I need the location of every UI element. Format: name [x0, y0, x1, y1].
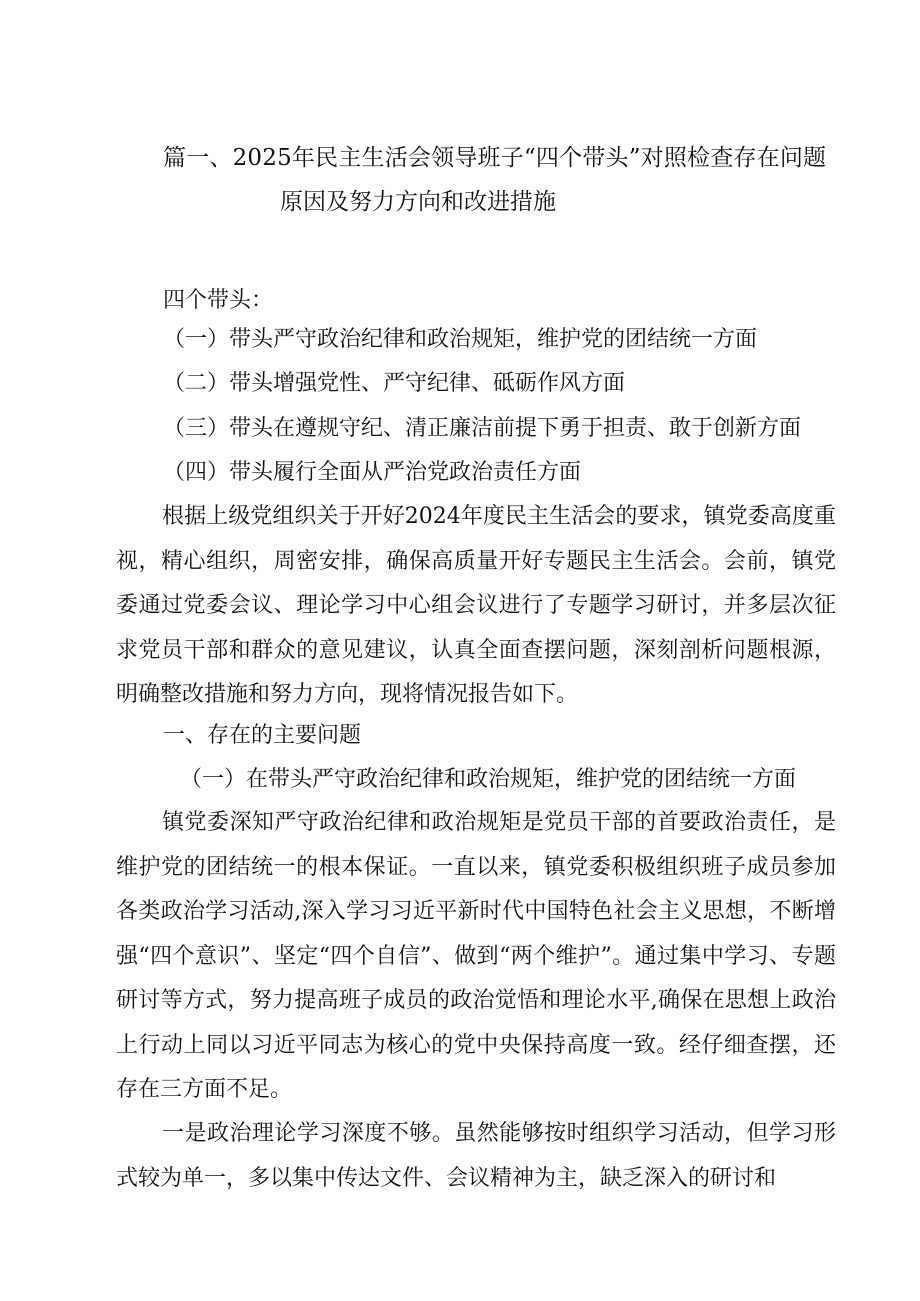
four-heading: 四个带头：	[163, 288, 274, 313]
section-one-heading: 一、存在的主要问题	[163, 723, 362, 748]
document-title-line2: 原因及努力方向和改进措施	[280, 189, 556, 215]
intro-paragraph: 根据上级党组织关于开好2024年度民主生活会的要求，镇党委高度重视，精心组织，周密安排，确保高质量开好专题民主生活会。会前，镇党委通过党委会议、理论学习中心组会议进行了专题学习研讨，并多层次征求党员干部和群众的意见建议，认真全面查摆问题，深刻剖析问题根源，明确整改措施和努力方向，现将情况报告如下。	[116, 504, 836, 707]
four-item-2: （二）带头增强党性、严守纪律、砥砺作风方面	[163, 371, 626, 396]
four-item-1: （一）带头严守政治纪律和政治规矩，维护党的团结统一方面	[163, 327, 758, 352]
four-item-4: （四）带头履行全面从严治党政治责任方面	[163, 460, 582, 485]
document-title-line1: 篇一、2025年民主生活会领导班子“四个带头”对照检查存在问题	[163, 145, 827, 171]
paragraph-three: 一是政治理论学习深度不够。虽然能够按时组织学习活动，但学习形式较为单一，多以集中传达文件、会议精神为主，缺乏深入的研讨和	[116, 1121, 836, 1191]
paragraph-two: 镇党委深知严守政治纪律和政治规矩是党员干部的首要政治责任，是维护党的团结统一的根本保证。一直以来，镇党委积极组织班子成员参加各类政治学习活动,深入学习习近平新时代中国特色社会主义思想，不断增强“四个意识”、坚定“四个自信”、做到“两个维护”。通过集中学习、专题研讨等方式，努力提高班子成员的政治觉悟和理论水平,确保在思想上政治上行动上同以习近平同志为核心的党中央保持高度一致。经仔细查摆，还存在三方面不足。	[116, 810, 836, 1102]
subsection-one-heading: （一）在带头严守政治纪律和政治规矩，维护党的团结统一方面	[180, 767, 797, 792]
four-item-3: （三）带头在遵规守纪、清正廉洁前提下勇于担责、敢于创新方面	[163, 416, 802, 441]
